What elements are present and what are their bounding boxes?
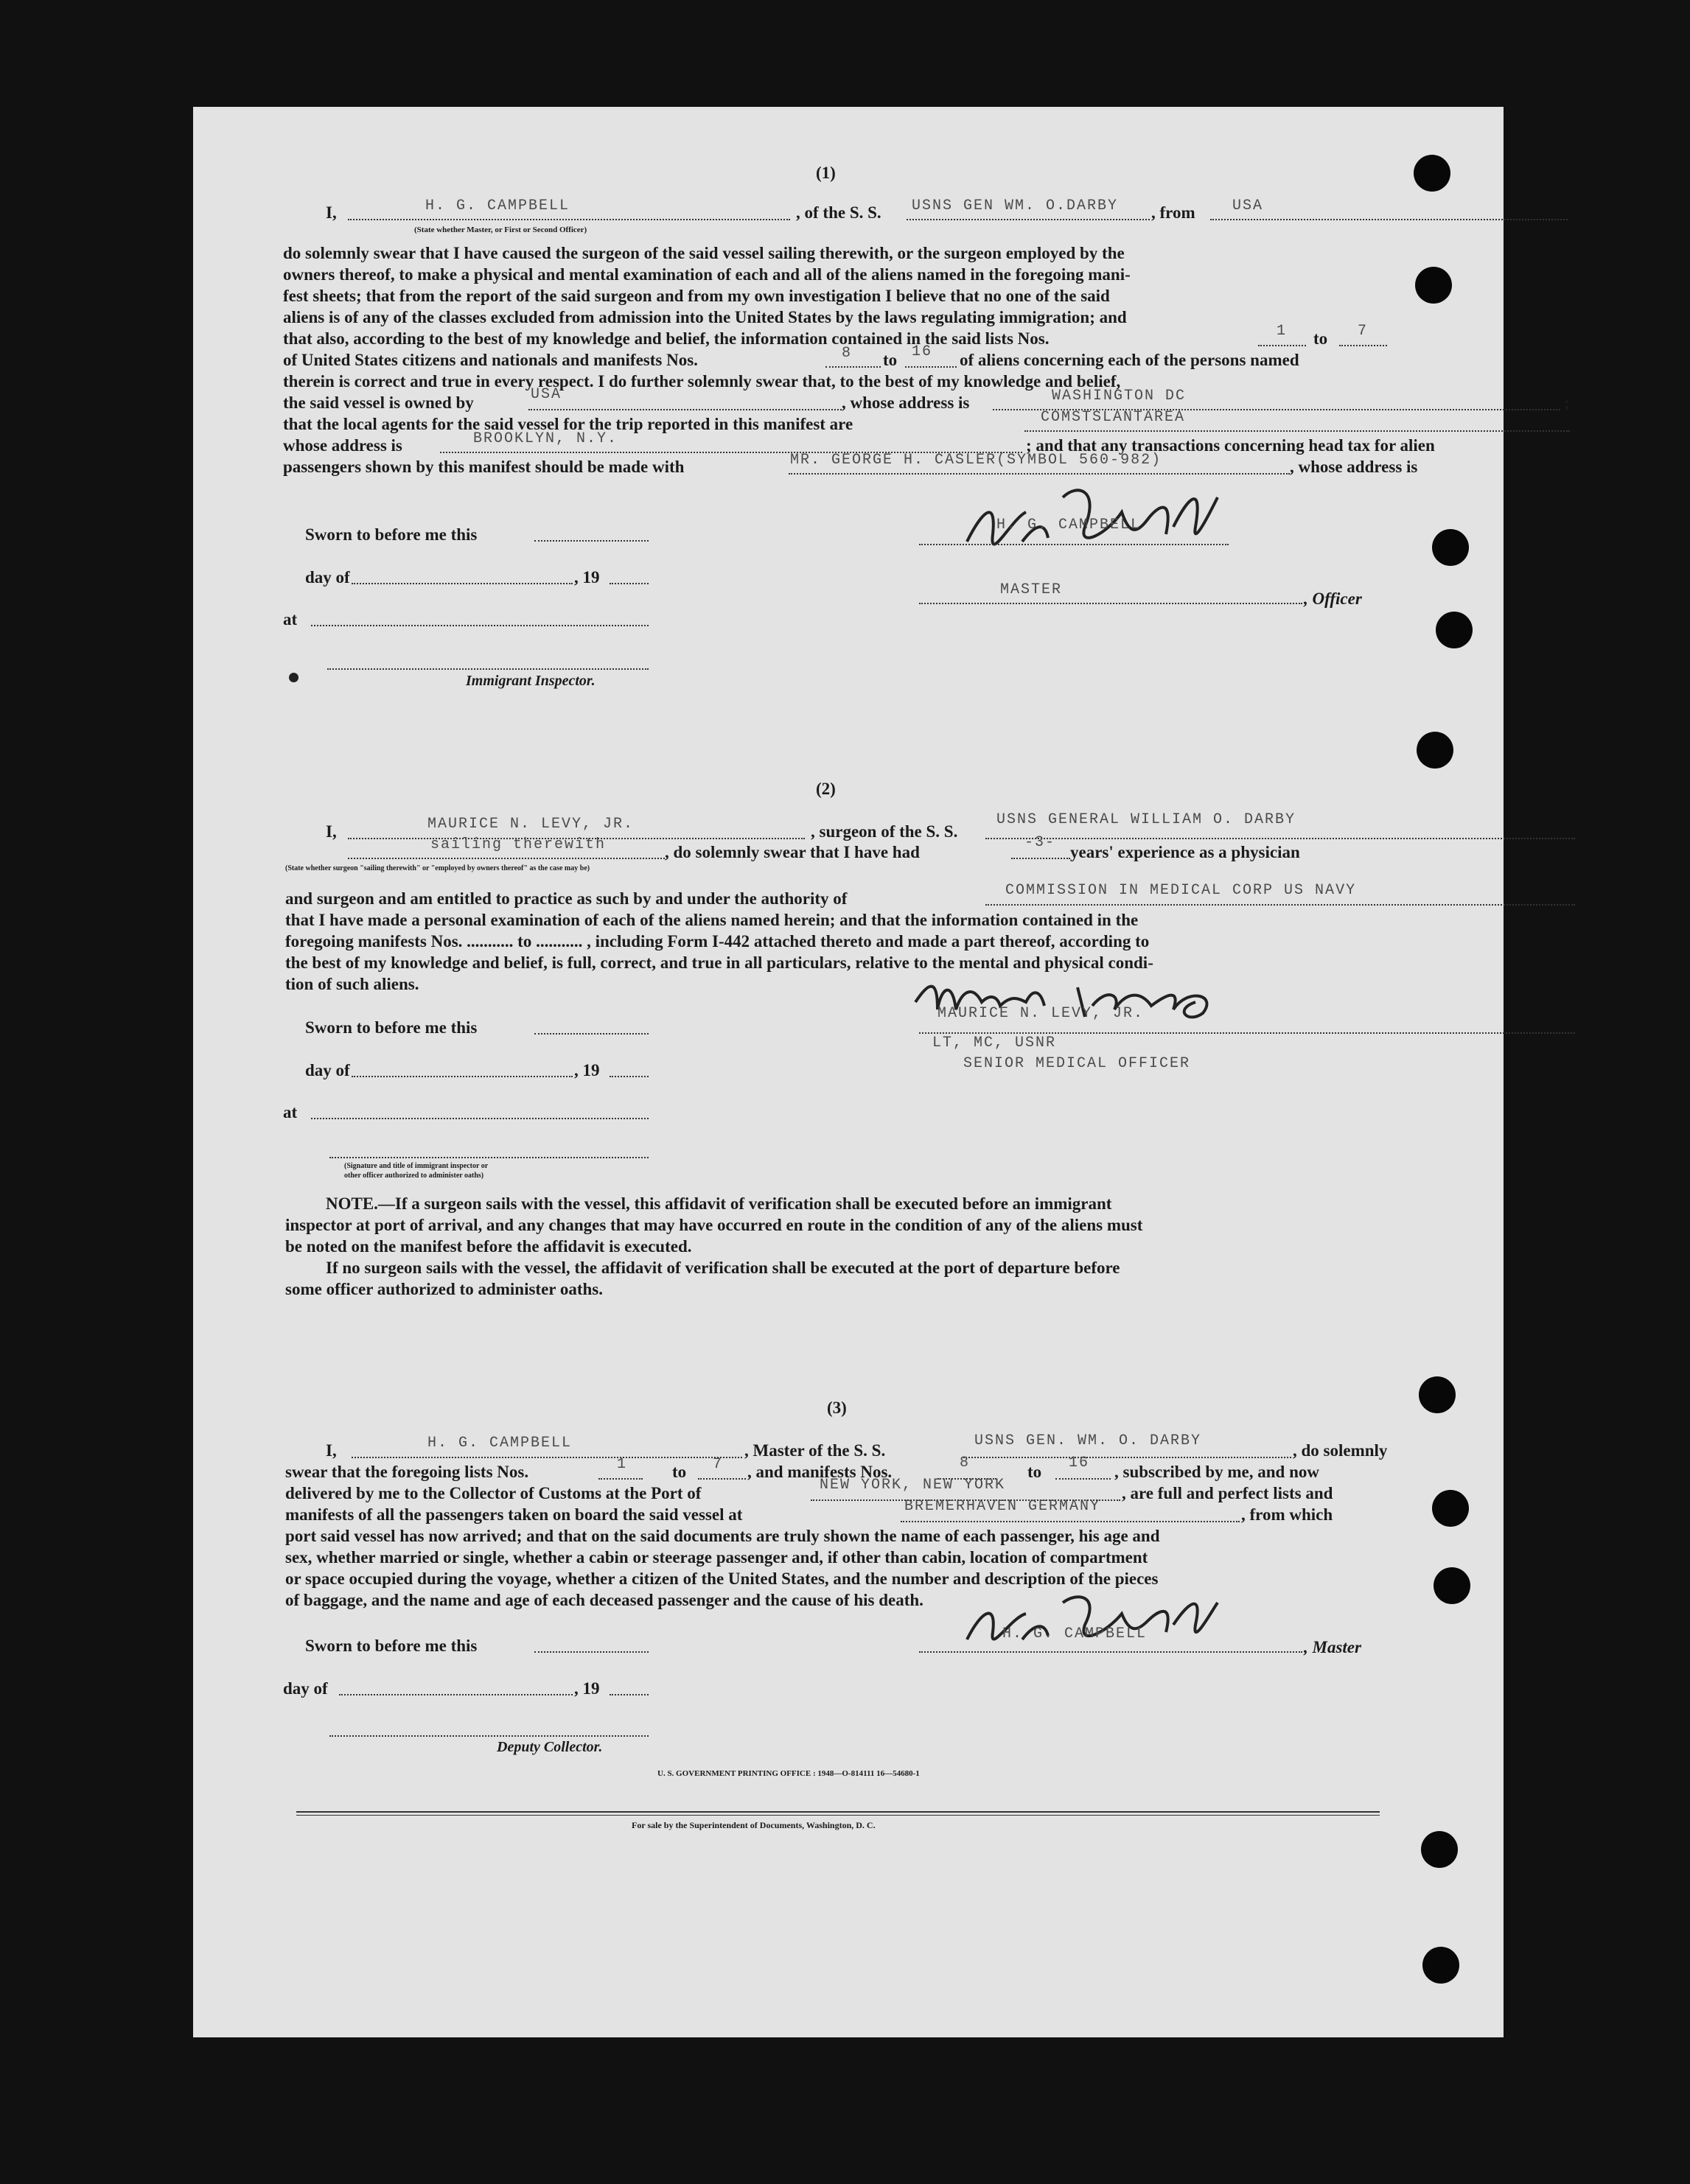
punch-hole [1434, 1567, 1470, 1604]
section-1-i: I, [326, 203, 337, 222]
agents-line [1024, 430, 1570, 432]
year-line-1 [610, 583, 649, 584]
sailing-line [348, 858, 665, 859]
s2-vessel: USNS GENERAL WILLIAM O. DARBY [996, 811, 1296, 828]
departure-port: BREMERHAVEN GERMANY [904, 1498, 1101, 1515]
sailing-status: sailing therewith [430, 836, 607, 853]
year-line-3 [610, 1694, 649, 1695]
manifests-to: 16 [912, 343, 933, 360]
s3-manifests-to: 16 [1069, 1455, 1090, 1471]
vessel-name: USNS GEN WM. O.DARBY [912, 197, 1119, 214]
s3-text-3b: , are full and perfect lists and [1122, 1484, 1333, 1502]
s3-vessel: USNS GEN. WM. O. DARBY [974, 1432, 1202, 1449]
authority-line [985, 904, 1575, 906]
origin-line [1210, 219, 1568, 220]
sworn-line-1 [534, 540, 649, 542]
s1-text-10b: ; and that any transactions concerning head tax for alien [1026, 436, 1435, 455]
section-2-i: I, [326, 822, 337, 841]
surgeon-of-label: , surgeon of the S. S. [811, 822, 958, 841]
s3-text-3a: delivered by me to the Collector of Customs at the Port of [285, 1484, 702, 1502]
master-name: H. G. CAMPBELL [425, 197, 570, 214]
s3-master-name: H. G. CAMPBELL [427, 1435, 573, 1452]
s3-text-8: of baggage, and the name and age of each deceased passenger and the cause of his death. [285, 1591, 923, 1609]
inspector-line [327, 668, 649, 670]
at-line-2 [311, 1118, 649, 1119]
surgeon-name: MAURICE N. LEVY, JR. [427, 816, 635, 833]
master-label: , Master [1304, 1638, 1361, 1656]
sig-note-1: (Signature and title of immigrant inspector or [344, 1162, 489, 1170]
lists-to: 7 [1358, 323, 1369, 340]
s3-year: , 19 [574, 1679, 600, 1698]
s3-vessel-line [963, 1457, 1291, 1458]
owner-line [528, 409, 842, 410]
s2-text-4: the best of my knowledge and belief, is full, correct, and true in all particulars, relative to the mental and physical condi- [285, 953, 1153, 972]
bullet-mark [289, 673, 298, 682]
note-line-1: NOTE.—If a surgeon sails with the vessel, this affidavit of verification shall be executed before an immigrant [326, 1194, 1112, 1213]
s3-lists-from-line [598, 1478, 643, 1480]
s2-sig-line [329, 1157, 649, 1158]
signature-line-1 [919, 544, 1229, 545]
head-tax-contact: MR. GEORGE H. CASLER(SYMBOL 560-982) [790, 452, 1162, 469]
s3-lists-from: 1 [617, 1456, 628, 1473]
s3-text-2b: , and manifests Nos. [747, 1463, 893, 1481]
s1-text-6a: of United States citizens and nationals and manifests Nos. [283, 351, 698, 369]
s1-text-8b: , whose address is [842, 393, 970, 412]
s3-text-6: sex, whether married or single, whether a cabin or steerage passenger and, if other than cabin, location of compartment [285, 1548, 1148, 1567]
s1-text-1: do solemnly swear that I have caused the surgeon of the said vessel sailing therewith, or the surgeon employed by the [283, 244, 1125, 262]
sworn-line-3 [534, 1651, 649, 1653]
manifests-to-line [905, 366, 957, 368]
s1-text-2: owners thereof, to make a physical and mental examination of each and all of the aliens named in the foregoing mani- [283, 265, 1131, 284]
day-line-2 [352, 1076, 573, 1077]
to-label-2: to [883, 351, 898, 369]
s2-at: at [283, 1103, 298, 1121]
surgeon-rank: LT, MC, USNR [932, 1035, 1057, 1051]
s1-at: at [283, 610, 298, 629]
punch-hole [1417, 732, 1453, 769]
practice-authority: COMMISSION IN MEDICAL CORP US NAVY [1005, 882, 1357, 899]
s1-text-10a: whose address is [283, 436, 402, 455]
s3-lists-to: 7 [713, 1456, 724, 1473]
footer-rule-1 [296, 1811, 1380, 1813]
s3-text-4b: , from which [1241, 1505, 1333, 1524]
vessel-owner: USA [531, 386, 562, 403]
swear-had-text: , do solemnly swear that I have had [665, 843, 920, 861]
origin-country: USA [1232, 197, 1264, 214]
sworn-line-2 [534, 1033, 649, 1035]
sale-notice: For sale by the Superintendent of Documents, Washington, D. C. [632, 1820, 876, 1830]
master-signature-3 [952, 1581, 1232, 1662]
punch-hole [1421, 1831, 1458, 1868]
s1-text-4: aliens is of any of the classes excluded from admission into the United States by the laws regulating immigration; and [283, 308, 1127, 326]
local-agents: COMSTSLANTAREA [1041, 409, 1186, 426]
note-line-3: be noted on the manifest before the affidavit is executed. [285, 1237, 692, 1256]
s2-vessel-line [985, 838, 1575, 839]
s3-to-2: to [1027, 1463, 1042, 1481]
officer-title: MASTER [1000, 581, 1063, 598]
s1-text-9: that the local agents for the said vessel for the trip reported in this manifest are [283, 415, 853, 433]
year-line-2 [610, 1076, 649, 1077]
s1-day-of: day of [305, 568, 350, 587]
master-typed-name-1: H. G. CAMPBELL [996, 517, 1142, 533]
punch-hole [1436, 612, 1473, 648]
s1-sworn: Sworn to before me this [305, 525, 478, 544]
arrival-port: NEW YORK, NEW YORK [820, 1477, 1006, 1494]
document-page [193, 107, 1570, 2037]
years-line [1011, 858, 1070, 859]
sig-note-2: other officer authorized to administer oaths) [344, 1172, 484, 1180]
s1-text-6b: of aliens concerning each of the persons named [960, 351, 1299, 369]
s2-day-of: day of [305, 1061, 350, 1079]
s2-sworn: Sworn to before me this [305, 1018, 478, 1037]
s3-day-of: day of [283, 1679, 328, 1698]
s1-text-7: therein is correct and true in every respect. I do further solemnly swear that, to the best of my knowledge and belief, [283, 372, 1121, 391]
s2-text-3: foregoing manifests Nos. ........... to ........... , including Form I-442 attached thereto and made a part thereof, according to [285, 932, 1150, 951]
owner-address: WASHINGTON DC [1052, 388, 1187, 405]
s1-year: , 19 [574, 568, 600, 587]
footer-rule-2 [296, 1815, 1380, 1816]
section-1-number: (1) [816, 164, 836, 182]
s3-text-7: or space occupied during the voyage, whether a citizen of the United States, and the number and description of the pieces [285, 1569, 1159, 1588]
departure-line [901, 1521, 1240, 1522]
manifests-from: 8 [842, 345, 853, 362]
semicolon: ; [1564, 393, 1570, 412]
surgeon-role: SENIOR MEDICAL OFFICER [963, 1055, 1191, 1072]
note-line-2: inspector at port of arrival, and any changes that may have occurred en route in the condition of any of the aliens must [285, 1216, 1143, 1234]
s1-text-3: fest sheets; that from the report of the said surgeon and from my own investigation I believe that no one of the said [283, 287, 1110, 305]
s2-text-2: that I have made a personal examination of each of the aliens named herein; and that the information contained in the [285, 911, 1139, 929]
lists-to-line [1339, 345, 1387, 346]
s1-text-11b: , whose address is [1290, 458, 1418, 476]
s3-lists-to-line [698, 1478, 746, 1480]
surgeon-signature-line [919, 1032, 1575, 1034]
s2-text-1: and surgeon and am entitled to practice as such by and under the authority of [285, 889, 848, 908]
manifests-from-line [825, 366, 881, 368]
s3-manifests-from: 8 [960, 1455, 971, 1471]
immigrant-inspector-label: Immigrant Inspector. [466, 673, 596, 689]
of-ss-label: , of the S. S. [796, 203, 881, 222]
day-line-3 [339, 1694, 573, 1695]
s3-name-line [352, 1457, 742, 1458]
years-experience: -3- [1024, 834, 1056, 851]
s1-text-8a: the said vessel is owned by [283, 393, 474, 412]
punch-hole [1422, 1947, 1459, 1984]
punch-hole [1419, 1376, 1456, 1413]
vessel-line [907, 219, 1150, 220]
section-2-number: (2) [816, 780, 836, 798]
s3-text-2a: swear that the foregoing lists Nos. [285, 1463, 529, 1481]
deputy-collector-label: Deputy Collector. [497, 1739, 603, 1755]
lists-from-line [1258, 345, 1306, 346]
do-solemnly: , do solemnly [1293, 1441, 1388, 1460]
s3-text-2c: , subscribed by me, and now [1114, 1463, 1319, 1481]
punch-hole [1415, 267, 1452, 304]
lists-from: 1 [1277, 323, 1288, 340]
s3-signature-line [919, 1651, 1302, 1653]
day-line-1 [352, 583, 573, 584]
to-label: to [1313, 329, 1328, 348]
at-line-1 [311, 625, 649, 626]
s3-text-5: port said vessel has now arrived; and that on the said documents are truly shown the name of each passenger, his age and [285, 1527, 1160, 1545]
punch-hole [1414, 155, 1450, 192]
officer-label: , Officer [1304, 589, 1362, 608]
s3-text-4a: manifests of all the passengers taken on board the said vessel at [285, 1505, 743, 1524]
years-exp-text: years' experience as a physician [1070, 843, 1300, 861]
s3-sworn: Sworn to before me this [305, 1637, 478, 1655]
s3-to-1: to [672, 1463, 687, 1481]
s3-typed-name: H. G. CAMPBELL [1002, 1625, 1148, 1642]
punch-hole [1432, 529, 1469, 566]
section-3-i: I, [326, 1441, 337, 1460]
s2-text-5: tion of such aliens. [285, 975, 419, 993]
punch-hole [1432, 1490, 1469, 1527]
from-label: , from [1151, 203, 1195, 222]
s1-text-11a: passengers shown by this manifest should be made with [283, 458, 685, 476]
surgeon-typed-name: MAURICE N. LEVY, JR. [937, 1005, 1145, 1022]
surgeon-status-note: (State whether surgeon "sailing therewith" or "employed by owners thereof" as the case may be) [285, 864, 590, 872]
master-of-label: , Master of the S. S. [744, 1441, 886, 1460]
s2-year: , 19 [574, 1061, 600, 1079]
note-line-5: some officer authorized to administer oaths. [285, 1280, 603, 1298]
note-line-4: If no surgeon sails with the vessel, the affidavit of verification shall be executed at the port of departure before [326, 1259, 1120, 1277]
s3-manifests-to-line [1055, 1478, 1111, 1480]
section-3-number: (3) [827, 1399, 847, 1417]
agents-address: BROOKLYN, N.Y. [473, 430, 618, 447]
s1-text-5: that also, according to the best of my knowledge and belief, the information contained in the said lists Nos. [283, 329, 1050, 348]
gpo-imprint: U. S. GOVERNMENT PRINTING OFFICE : 1948—O-814111 16—54680-1 [657, 1769, 920, 1778]
officer-rank-note: (State whether Master, or First or Second Officer) [414, 225, 587, 234]
name-line [348, 219, 790, 220]
title-line [919, 603, 1302, 604]
